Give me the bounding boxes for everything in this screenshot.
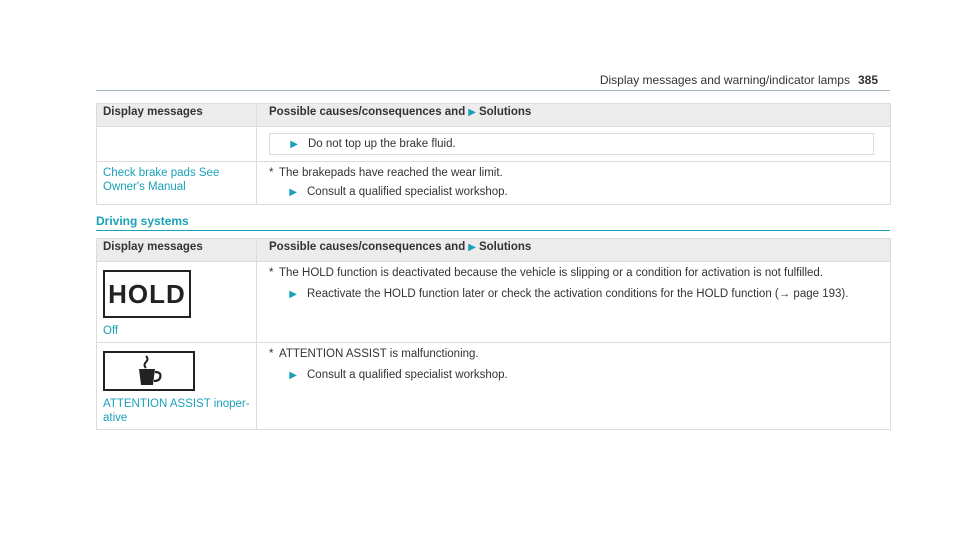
coffee-cup-icon	[103, 351, 195, 391]
col-header-causes: Possible causes/consequences and ▶ Solutions	[257, 239, 891, 262]
solution-box	[269, 133, 874, 155]
table-row	[97, 343, 891, 430]
solution-text: Do not top up the brake fluid.	[308, 138, 456, 150]
page-header	[600, 73, 878, 87]
arrow-right-icon: ▶	[289, 370, 297, 381]
cause-text: The brakepads have reached the wear limit.	[279, 167, 503, 179]
header-title: Display messages and warning/indicator lamps	[599, 73, 850, 87]
col-header-display-messages: Display messages	[97, 104, 257, 127]
arrow-right-icon: ▶	[290, 139, 298, 150]
cause-text: ATTENTION ASSIST is malfunctioning.	[279, 348, 479, 360]
coffee-cup-glyph	[134, 355, 164, 387]
message-text: Off	[103, 325, 119, 337]
table-row	[97, 262, 891, 343]
cause-text: The HOLD function is deactivated because the vehicle is slipping or a condition for activation is not fulfilled.	[279, 267, 823, 279]
messages-table-1	[96, 103, 891, 205]
header-rule	[96, 90, 890, 91]
solution-text: Consult a qualified specialist workshop.	[307, 369, 508, 381]
page-number: 385	[857, 73, 878, 87]
solution-text: Reactivate the HOLD function later or check the activation conditions for the HOLD function (→ page 193).	[307, 288, 849, 300]
arrow-right-icon: ▶	[468, 107, 476, 118]
message-text: Check brake pads See Owner's Manual	[103, 167, 220, 193]
section-rule	[96, 230, 890, 231]
arrow-right-icon: ▶	[468, 242, 476, 253]
table-row	[97, 127, 891, 162]
solution-text: Consult a qualified specialist workshop.	[307, 186, 508, 198]
col-header-display-messages: Display messages	[97, 239, 257, 262]
section-title: Driving systems	[96, 214, 189, 228]
message-text: ATTENTION ASSIST inoper- ative	[103, 398, 250, 424]
message-cell-empty	[97, 127, 257, 162]
asterisk-marker: *	[269, 167, 274, 179]
asterisk-marker: *	[269, 267, 274, 279]
arrow-right-icon: ▶	[289, 187, 297, 198]
table-row	[97, 162, 891, 205]
asterisk-marker: *	[269, 348, 274, 360]
messages-table-2	[96, 238, 891, 430]
arrow-right-icon: ▶	[289, 289, 297, 300]
hold-icon: HOLD	[103, 270, 191, 318]
col-header-causes: Possible causes/consequences and ▶ Solutions	[257, 104, 891, 127]
